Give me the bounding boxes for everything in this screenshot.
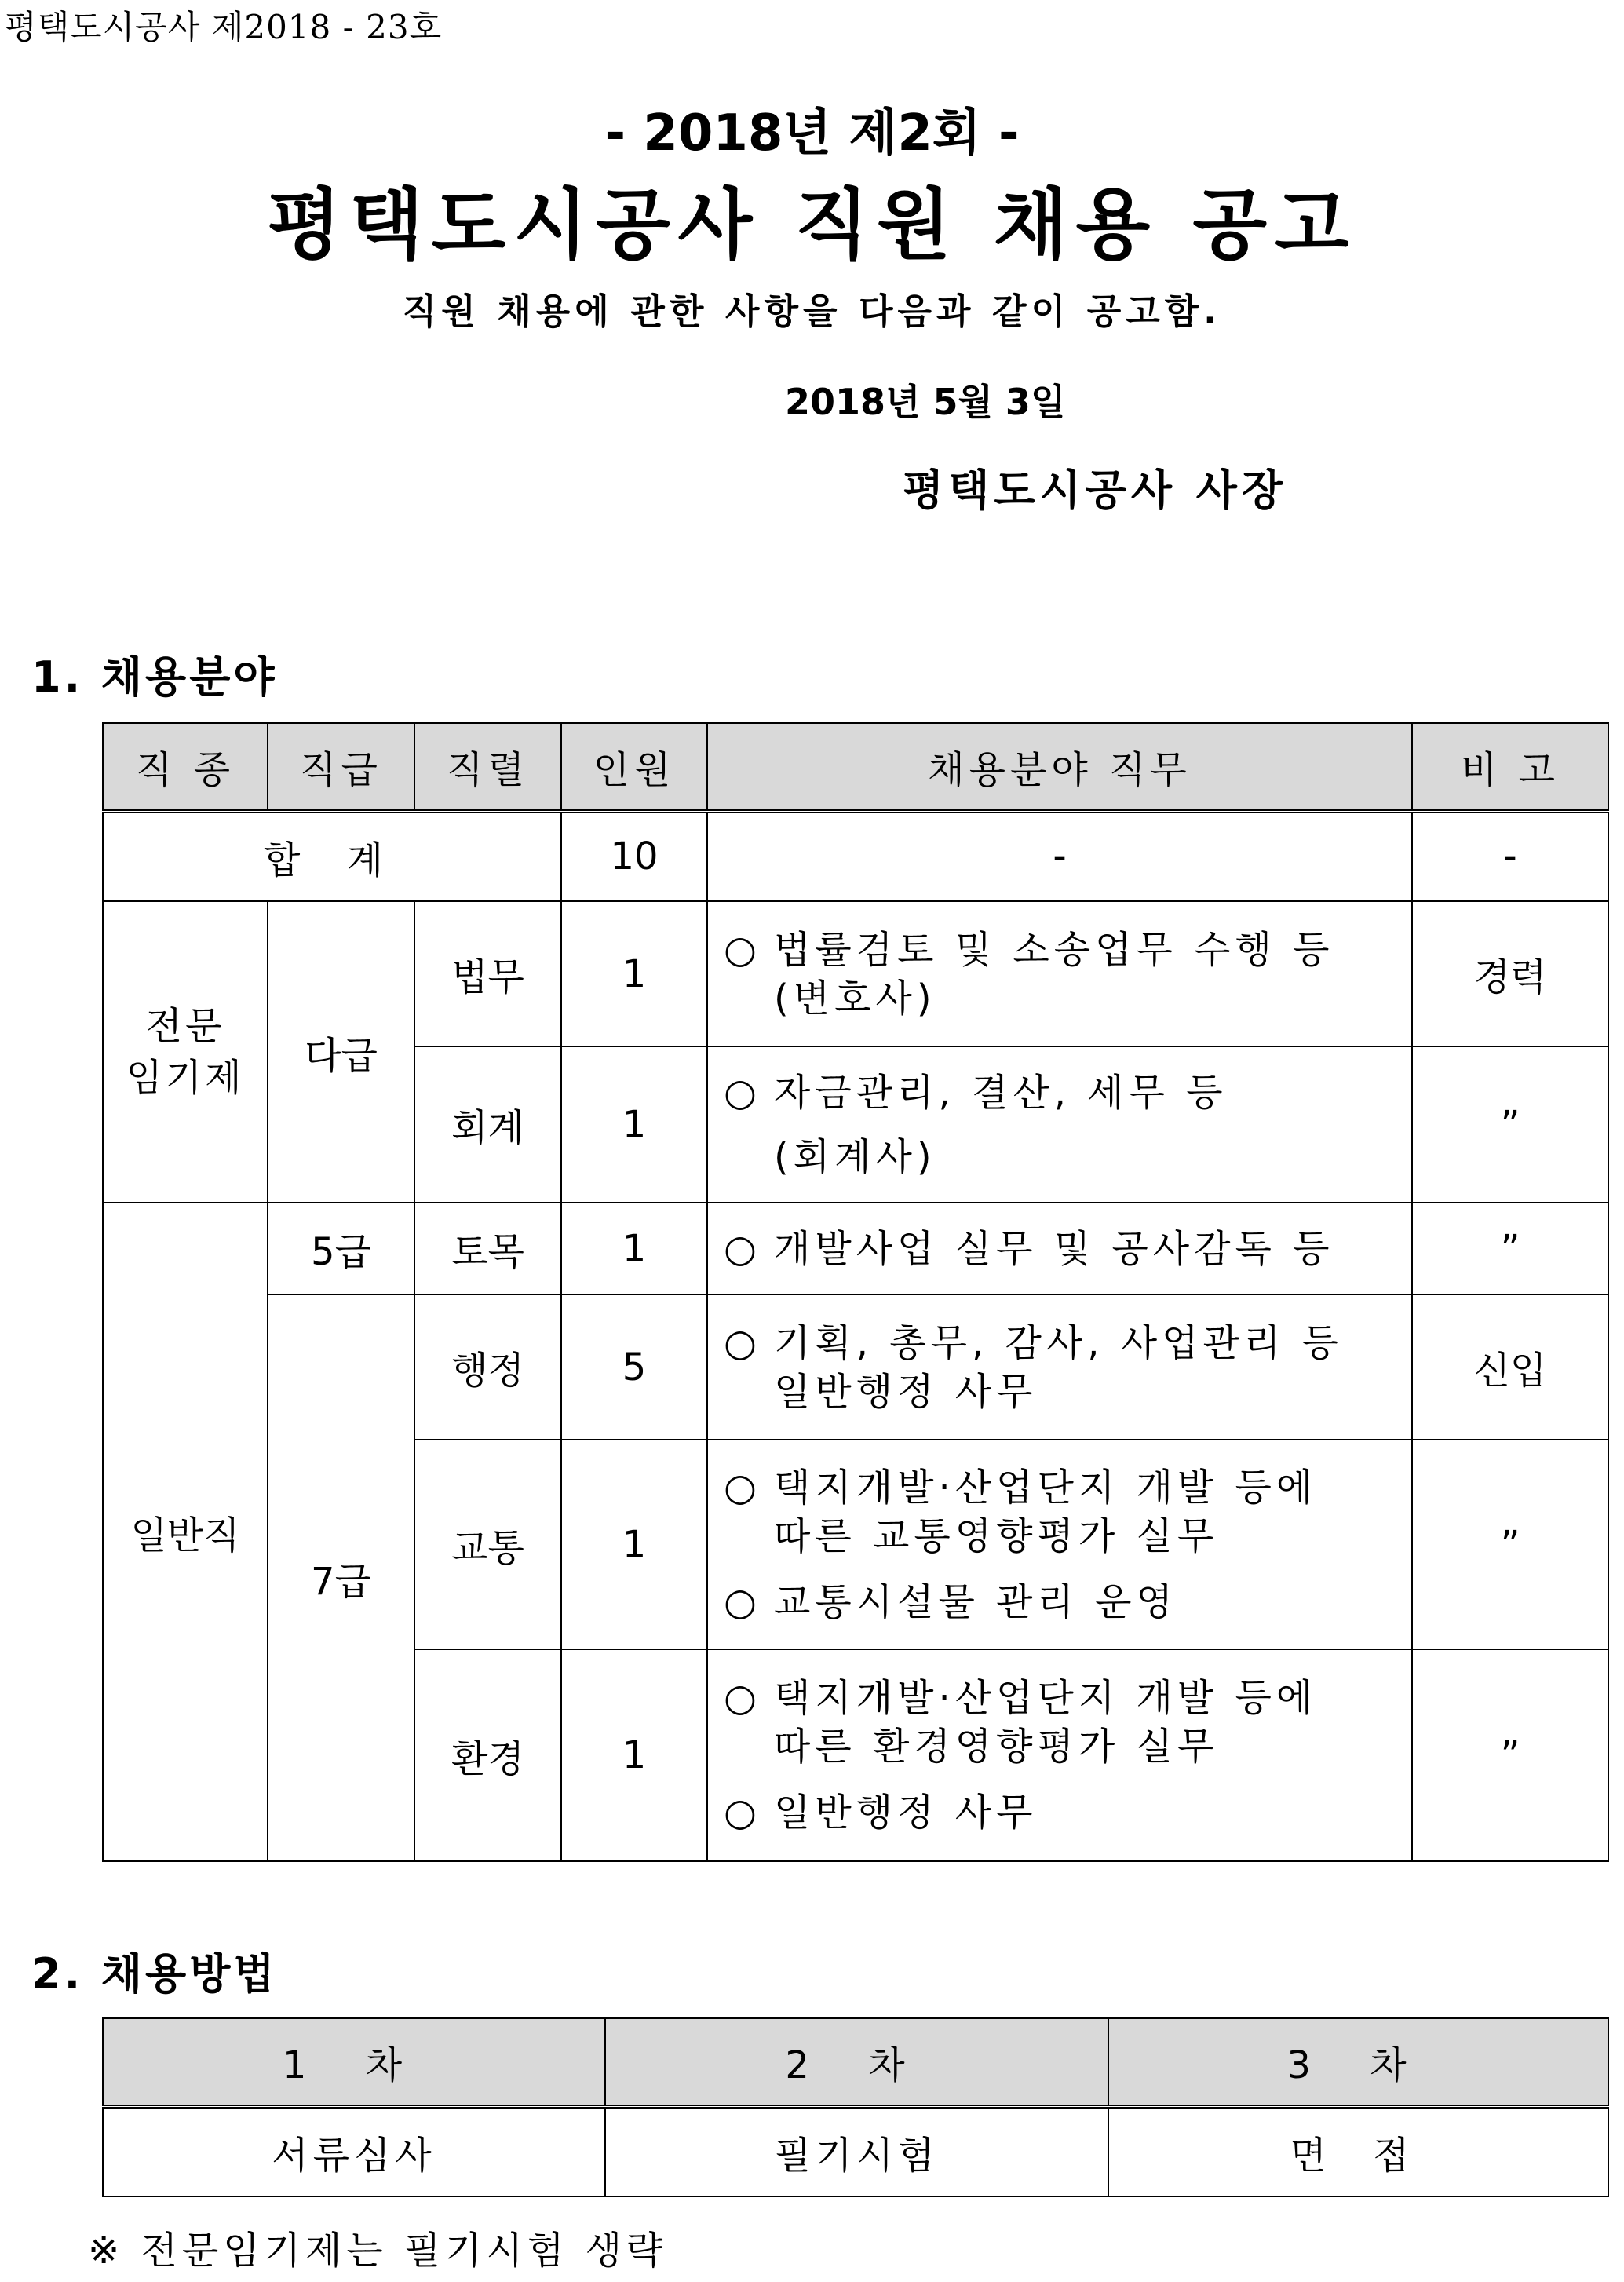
- col-header-series: 직렬: [414, 723, 561, 811]
- section-heading-recruitment-method: 2. 채용방법: [31, 1949, 278, 1999]
- count-cell: 1: [561, 1649, 707, 1861]
- duty-cell: ○ 자금관리, 결산, 세무 등 (회계사): [707, 1046, 1412, 1203]
- page-title: 평택도시공사 직원 채용 공고: [267, 181, 1357, 270]
- col-header-job-type: 직 종: [103, 723, 268, 811]
- series-cell: 교통: [414, 1440, 561, 1649]
- section-heading-recruitment-fields: 1. 채용분야: [31, 652, 278, 702]
- note-cell: 신입: [1412, 1294, 1608, 1440]
- note-cell: ”: [1412, 1649, 1608, 1861]
- total-row: [103, 811, 1608, 901]
- count-cell: 1: [561, 1440, 707, 1649]
- count-cell: 1: [561, 901, 707, 1046]
- bullet-circle-icon: ○: [724, 1320, 761, 1365]
- stage-1-document-review: 서류심사: [103, 2106, 605, 2196]
- note-cell: 경력: [1412, 901, 1608, 1046]
- stage-3-interview: 면 접: [1108, 2106, 1608, 2196]
- job-type-general: 일반직: [103, 1203, 268, 1861]
- note-cell: ”: [1412, 1046, 1608, 1203]
- series-cell: 행정: [414, 1294, 561, 1440]
- count-cell: 1: [561, 1046, 707, 1203]
- duty-cell: ○ 개발사업 실무 및 공사감독 등: [707, 1203, 1412, 1294]
- col-header-stage-2: 2 차: [605, 2018, 1108, 2106]
- series-cell: 환경: [414, 1649, 561, 1861]
- announcement-date: 2018년 5월 3일: [785, 381, 1066, 423]
- col-header-grade: 직급: [268, 723, 414, 811]
- bullet-circle-icon: ○: [724, 1465, 761, 1510]
- bullet-circle-icon: ○: [724, 1226, 761, 1271]
- col-header-stage-3: 3 차: [1108, 2018, 1608, 2106]
- total-count: 10: [561, 811, 707, 901]
- announcement-subtitle: - 2018년 제2회 -: [604, 104, 1020, 162]
- bullet-circle-icon: ○: [724, 1676, 761, 1720]
- col-header-note: 비 고: [1412, 723, 1608, 811]
- series-cell: 법무: [414, 901, 561, 1046]
- note-cell: ”: [1412, 1440, 1608, 1649]
- count-cell: 1: [561, 1203, 707, 1294]
- duty-cell: ○ 기획, 총무, 감사, 사업관리 등 일반행정 사무: [707, 1294, 1412, 1440]
- recruitment-fields-table: [102, 722, 1609, 1862]
- duty-cell: ○ 법률검토 및 소송업무 수행 등 (변호사): [707, 901, 1412, 1046]
- col-header-stage-1: 1 차: [103, 2018, 605, 2106]
- duty-cell: ○ 택지개발·산업단지 개발 등에 따른 환경영향평가 실무 ○ 일반행정 사무: [707, 1649, 1412, 1861]
- series-cell: 토목: [414, 1203, 561, 1294]
- bullet-circle-icon: ○: [724, 1791, 761, 1835]
- table-header-row: [103, 723, 1608, 811]
- table-row: [103, 901, 1608, 1046]
- document-number: 평택도시공사 제2018 - 23호: [5, 8, 443, 46]
- grade-5: 5급: [268, 1203, 414, 1294]
- method-header-row: [103, 2018, 1608, 2106]
- table-row: [103, 1203, 1608, 1294]
- total-note: -: [1412, 811, 1608, 901]
- series-cell: 회계: [414, 1046, 561, 1203]
- duty-cell: ○ 택지개발·산업단지 개발 등에 따른 교통영향평가 실무 ○ 교통시설물 관리 운영: [707, 1440, 1412, 1649]
- bullet-circle-icon: ○: [724, 1070, 761, 1115]
- count-cell: 5: [561, 1294, 707, 1440]
- col-header-count: 인원: [561, 723, 707, 811]
- grade-7: 7급: [268, 1294, 414, 1861]
- method-value-row: [103, 2106, 1608, 2196]
- grade-da: 다급: [268, 901, 414, 1203]
- job-type-specialist: 전문 임기제: [103, 901, 268, 1203]
- recruitment-method-table: [102, 2017, 1609, 2197]
- exemption-note: ※ 전문임기제는 필기시험 생략: [88, 2229, 668, 2273]
- total-duty: -: [707, 811, 1412, 901]
- issuer-signature: 평택도시공사 사장: [903, 466, 1288, 515]
- col-header-duty: 채용분야 직무: [707, 723, 1412, 811]
- bullet-circle-icon: ○: [724, 1579, 761, 1624]
- note-cell: ”: [1412, 1203, 1608, 1294]
- intro-text: 직원 채용에 관한 사항을 다음과 같이 공고함.: [402, 290, 1222, 332]
- stage-2-written-exam: 필기시험: [605, 2106, 1108, 2196]
- total-label: 합 계: [103, 811, 561, 901]
- bullet-circle-icon: ○: [724, 927, 761, 972]
- table-row: [103, 1294, 1608, 1440]
